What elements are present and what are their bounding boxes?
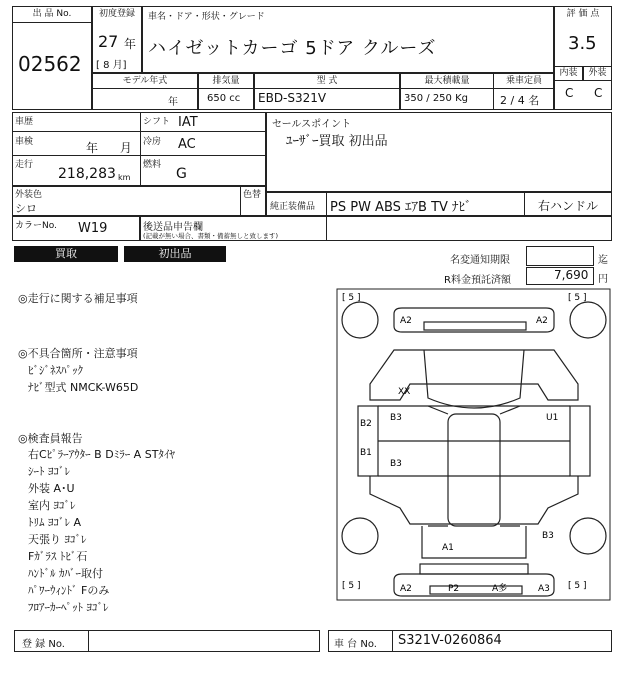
mileage-label: 走行 xyxy=(15,160,34,170)
exterior-label: 外装 xyxy=(588,68,607,78)
inspection-value: 年 月 xyxy=(86,141,132,155)
tire-front-right xyxy=(570,302,606,338)
shift-label: シフト xyxy=(143,117,171,127)
inspector-line: 外装 A･U xyxy=(28,482,75,495)
docs-vline xyxy=(326,216,327,241)
mark-a1: A1 xyxy=(442,543,454,553)
inspection-label: 車検 xyxy=(15,137,34,147)
tire-rear-left-label: [ 5 ] xyxy=(342,581,361,591)
mark-xx: XX xyxy=(398,387,411,397)
interior-grade: C xyxy=(565,86,574,100)
inspector-line: ﾊﾟﾜｰｳｨﾝﾄﾞ Fのみ xyxy=(28,584,110,597)
defect-line: ﾋﾞｼﾞﾈｽﾊﾟｯｸ xyxy=(28,364,83,377)
tire-front-left xyxy=(342,302,378,338)
mileage-unit: km xyxy=(118,173,131,182)
remarks-inspector-list xyxy=(28,446,175,616)
mark-front-left-a2: A2 xyxy=(400,316,412,326)
roof xyxy=(448,414,500,526)
steering: 右ハンドル xyxy=(538,199,599,213)
mark-rear-a2: A2 xyxy=(400,584,412,594)
title-change-unit: 迄 xyxy=(598,255,608,266)
remarks-defects-list xyxy=(28,362,138,396)
tire-front-left-label: [ 5 ] xyxy=(342,293,361,303)
left-side-panel xyxy=(358,406,378,476)
displacement-label: 排気量 xyxy=(212,76,240,86)
fuel-label: 燃料 xyxy=(143,160,162,170)
mark-b3-mid: B3 xyxy=(390,459,402,469)
first-listing-badge: 初出品 xyxy=(124,246,226,262)
score-box xyxy=(554,6,612,110)
inspector-line: ﾌﾛｱｰｶｰﾍﾟｯﾄ ﾖｺﾞﾚ xyxy=(28,601,109,614)
model-year-label: モデル年式 xyxy=(122,76,168,86)
exterior-grade: C xyxy=(594,86,603,100)
rear-bumper xyxy=(394,574,554,596)
max-load: 350 / 250 Kg xyxy=(404,93,468,104)
shift: IAT xyxy=(178,115,198,130)
ac: AC xyxy=(178,137,196,152)
inspector-line: ｼｰﾄ ﾖｺﾞﾚ xyxy=(28,465,70,478)
title-change-box xyxy=(526,246,594,266)
mark-b3-upper: B3 xyxy=(390,413,402,423)
score-label: 評 価 点 xyxy=(566,9,600,19)
first-reg-month: [ 8 月] xyxy=(96,60,127,71)
exterior-color: シロ xyxy=(15,202,37,215)
chassis-no: S321V-0260864 xyxy=(398,633,502,648)
first-reg-year: 27 xyxy=(98,32,119,51)
inspector-line: 右Cﾋﾟﾗｰｱｳﾀｰ B Dﾐﾗｰ A STﾀｲﾔ xyxy=(28,448,175,461)
chassis-vline xyxy=(392,630,393,652)
defect-line: ﾅﾋﾞ型式 NMCK-W65D xyxy=(28,381,139,394)
tire-front-right-label: [ 5 ] xyxy=(568,293,587,303)
details-hline-2 xyxy=(12,155,266,156)
car-name-label: 車名・ドア・形状・グレード xyxy=(148,12,265,22)
tire-rear-right xyxy=(570,518,606,554)
color-no: W19 xyxy=(78,221,108,236)
model-year-unit: 年 xyxy=(168,97,178,108)
details-vline xyxy=(140,112,141,186)
details-hline-1 xyxy=(12,131,266,132)
docs-label: 後送品申告欄 xyxy=(143,222,203,233)
right-side-panel xyxy=(570,406,590,476)
recolor-vline xyxy=(240,186,241,216)
lot-no-label: 出 品 No. xyxy=(12,6,92,23)
type: EBD-S321V xyxy=(258,91,327,105)
lot-no: 02562 xyxy=(18,52,82,76)
equipment-vline-1 xyxy=(326,192,327,216)
chassis-label: 車 台 No. xyxy=(334,639,377,650)
tire-rear-left xyxy=(342,518,378,554)
buy-badge: 買取 xyxy=(14,246,118,262)
exterior-color-label: 外装色 xyxy=(15,190,43,200)
mark-a-many: A多 xyxy=(492,584,508,594)
displacement: 650 cc xyxy=(207,93,241,104)
recolor-label: 色替 xyxy=(243,190,262,200)
inspector-line: 室内 ﾖｺﾞﾚ xyxy=(28,499,76,512)
fuel: G xyxy=(176,166,187,182)
recycle-unit: 円 xyxy=(598,274,608,285)
docs-note: (記載が無い場合、書類・備蓄無しと致します) xyxy=(143,232,279,240)
mileage: 218,283 xyxy=(58,166,116,182)
score: 3.5 xyxy=(568,33,597,54)
mark-b3-right: B3 xyxy=(542,531,554,541)
type-label: 型 式 xyxy=(316,76,338,86)
max-load-label: 最大積載量 xyxy=(424,76,470,86)
recycle-label: R料金預託済額 xyxy=(444,275,511,286)
reg-no-vline xyxy=(88,630,89,652)
inspector-line: 天張り ﾖｺﾞﾚ xyxy=(28,533,87,546)
exterior-color-box xyxy=(12,186,266,216)
mark-a3: A3 xyxy=(538,584,550,594)
interior-label: 内装 xyxy=(559,68,578,78)
color-no-label: カラーNo. xyxy=(15,221,57,231)
specs-hline xyxy=(92,88,554,89)
equipment-label: 純正装備品 xyxy=(270,202,316,212)
sales-point-label: セールスポイント xyxy=(272,119,352,130)
remarks-driving-heading: ◎走行に関する補足事項 xyxy=(18,292,138,305)
recycle-value: 7,690 xyxy=(554,268,589,282)
sales-point: ﾕｰｻﾞｰ買取 初出品 xyxy=(286,134,388,149)
mark-u1: U1 xyxy=(546,413,559,423)
ac-label: 冷房 xyxy=(143,137,162,147)
capacity-label: 乗車定員 xyxy=(505,76,542,86)
inspector-line: ﾄﾘﾑ ﾖｺﾞﾚ A xyxy=(28,516,82,529)
mark-front-right-a2: A2 xyxy=(536,316,548,326)
mark-p2: P2 xyxy=(448,584,460,594)
title-change-label: 名変通知期限 xyxy=(450,255,510,266)
equipment-vline-2 xyxy=(524,192,525,216)
rear-body xyxy=(370,476,578,524)
car-condition-diagram xyxy=(336,288,612,602)
inspector-line: ﾊﾝﾄﾞﾙ ｶﾊﾞｰ取付 xyxy=(28,567,103,580)
reg-no-label: 登 録 No. xyxy=(22,639,65,650)
capacity: 2 / 4 名 xyxy=(500,94,540,107)
first-reg-label: 初度登録 xyxy=(98,9,135,19)
history-label: 車歴 xyxy=(15,117,34,127)
details-left xyxy=(12,112,266,186)
mark-b1: B1 xyxy=(360,448,372,458)
mark-b2: B2 xyxy=(360,419,372,429)
inspector-line: Fｶﾞﾗｽ ﾄﾋﾞ石 xyxy=(28,550,88,563)
tire-rear-right-label: [ 5 ] xyxy=(568,581,587,591)
equipment: PS PW ABS ｴｱB TV ﾅﾋﾞ xyxy=(330,200,472,215)
first-reg-year-unit: 年 xyxy=(124,37,137,51)
car-name: ハイゼットカーゴ 5ドア クルーズ xyxy=(148,38,437,59)
remarks-inspector-heading: ◎検査員報告 xyxy=(18,432,83,445)
front-bumper xyxy=(394,308,554,332)
remarks-defects-heading: ◎不具合箇所・注意事項 xyxy=(18,347,138,360)
